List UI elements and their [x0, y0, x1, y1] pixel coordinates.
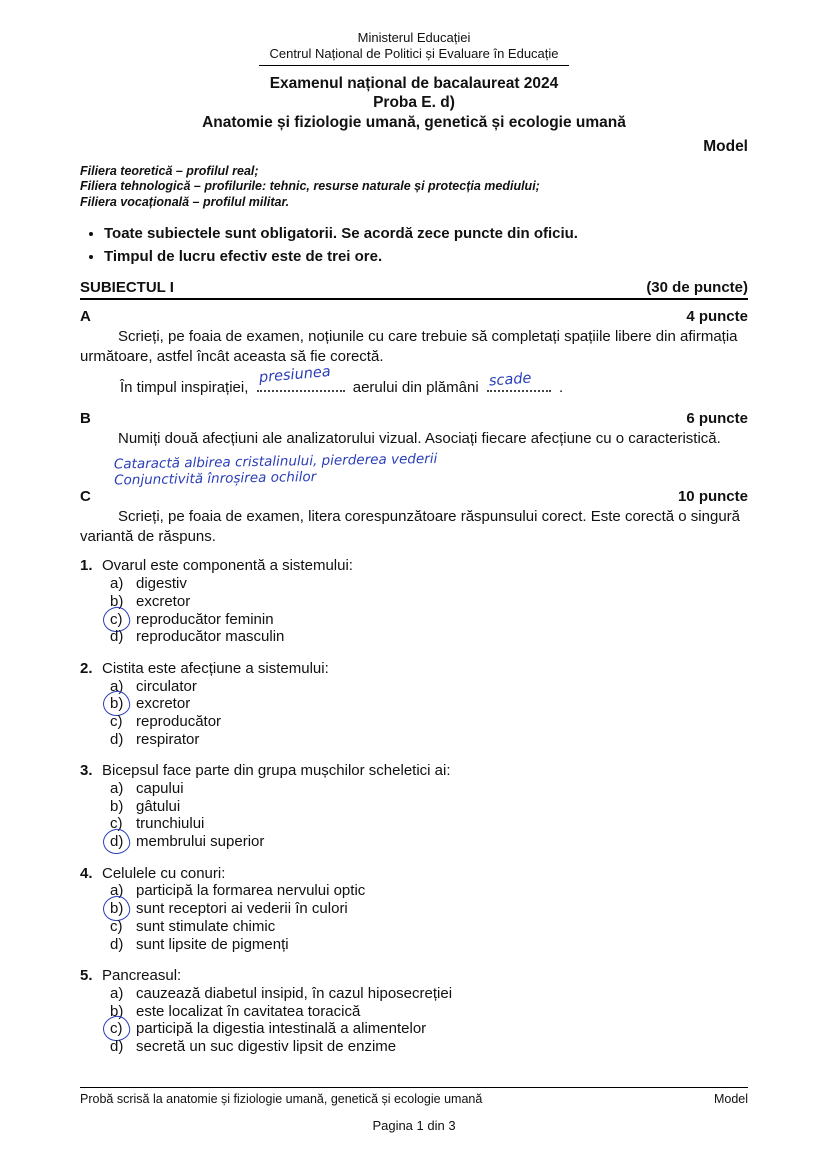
option-text: gâtului: [136, 797, 181, 815]
option-row: [110, 798, 748, 816]
option-letter: d): [110, 628, 124, 646]
sentence-end: .: [559, 379, 564, 397]
option-text: circulator: [136, 677, 197, 695]
sentence-start: În timpul inspirației,: [120, 379, 249, 397]
section-a-text: Scrieți, pe foaia de examen, noțiunile cu care trebuie să completați spațiile libere din afirmația următoare, astfel încât aceasta să fie corectă.: [80, 327, 738, 366]
option-row: [110, 1020, 748, 1038]
option-text: capului: [136, 780, 184, 798]
question-head: [80, 865, 748, 883]
subject-title: SUBIECTUL I: [80, 278, 174, 296]
subject-header: [80, 279, 748, 300]
question-2: [80, 660, 748, 748]
question-4: [80, 865, 748, 953]
option-letter: c): [110, 611, 136, 629]
handwritten-answer-1: presiunea: [257, 363, 331, 386]
option-text: sunt lipsite de pigmenți: [136, 935, 289, 953]
section-a-points: 4 puncte: [686, 307, 748, 325]
option-row: [110, 593, 748, 611]
option-text: trunchiului: [136, 815, 205, 833]
option-text: secretă un suc digestiv lipsit de enzime: [136, 1037, 397, 1055]
question-head: [80, 660, 748, 678]
option-letter: a): [110, 780, 124, 798]
option-letter: d): [110, 1037, 124, 1055]
option-text: excretor: [136, 592, 191, 610]
footer-left-text: Probă scrisă la anatomie și fiziologie umană, genetică și ecologie umană: [80, 1092, 483, 1106]
option-letter: a): [110, 882, 124, 900]
section-c-header: [80, 488, 748, 505]
option-row: [110, 815, 748, 833]
option-letter: b): [110, 797, 124, 815]
question-head: [80, 967, 748, 985]
question-1: [80, 557, 748, 645]
option-row: [110, 678, 748, 696]
option-row: [110, 882, 748, 900]
option-row: [110, 628, 748, 646]
option-letter: b): [110, 592, 124, 610]
option-row: [110, 611, 748, 629]
ministry-name: Ministerul Educației: [357, 30, 471, 45]
blank-2: [487, 370, 551, 392]
model-label: Model: [703, 138, 748, 156]
filiera-line: Filiera teoretică – profilul real;: [80, 164, 259, 179]
page-footer: [80, 1087, 748, 1133]
section-b-label: B: [80, 409, 91, 427]
question-text: Ovarul este componentă a sistemului:: [102, 557, 353, 575]
option-row: [110, 833, 748, 851]
question-text: Celulele cu conuri:: [102, 864, 226, 882]
section-a-header: [80, 308, 748, 325]
option-letter: b): [110, 1002, 124, 1020]
option-row: [110, 713, 748, 731]
question-text: Cistita este afecțiune a sistemului:: [102, 659, 329, 677]
blank-1: [257, 363, 345, 392]
question-number: 2.: [80, 659, 93, 677]
exam-title-block: [80, 74, 748, 133]
question-number: 1.: [80, 557, 93, 575]
option-text: participă la digestia intestinală a alimentelor: [136, 1020, 427, 1038]
option-row: [110, 780, 748, 798]
center-name: Centrul Național de Politici și Evaluare în Educație: [269, 46, 559, 62]
option-letter: b): [110, 695, 136, 713]
filiera-line: Filiera vocațională – profilul militar.: [80, 194, 290, 209]
option-text: reproducător: [136, 712, 222, 730]
option-text: cauzează diabetul insipid, în cazul hiposecreției: [136, 984, 453, 1002]
option-text: respirator: [136, 730, 200, 748]
option-letter: a): [110, 677, 124, 695]
option-letter: c): [110, 917, 123, 935]
option-row: [110, 731, 748, 749]
document-header: [80, 30, 748, 66]
option-row: [110, 575, 748, 593]
question-number: 5.: [80, 967, 93, 985]
handwritten-answer-2: scade: [488, 370, 532, 390]
section-b-points: 6 puncte: [686, 409, 748, 427]
option-letter: d): [110, 935, 124, 953]
footer-row: [80, 1087, 748, 1106]
option-row: [110, 900, 748, 918]
question-5: [80, 967, 748, 1055]
section-a-label: A: [80, 307, 91, 325]
option-text: membrului superior: [136, 833, 265, 851]
instruction-item: • Timpul de lucru efectiv este de trei ore.: [104, 247, 748, 267]
option-text: digestiv: [136, 575, 187, 593]
document-header-inner: [259, 30, 568, 66]
question-number: 4.: [80, 864, 93, 882]
exam-title-line3: Anatomie și fiziologie umană, genetică și ecologie umană: [202, 113, 626, 131]
option-letter: d): [110, 730, 124, 748]
subject-points: (30 de puncte): [646, 278, 748, 296]
question-3: [80, 762, 748, 850]
question-text: Pancreasul:: [102, 967, 182, 985]
option-letter: c): [110, 712, 123, 730]
option-row: [110, 985, 748, 1003]
section-b-text: Numiți două afecțiuni ale analizatorului vizual. Asociați fiecare afecțiune cu o caracteristică.: [118, 429, 721, 447]
filiera-line: Filiera tehnologică – profilurile: tehnic, resurse naturale și protecția mediului;: [80, 179, 540, 194]
option-letter: b): [110, 900, 136, 918]
option-text: sunt stimulate chimic: [136, 917, 276, 935]
sentence-mid: aerului din plămâni: [352, 379, 479, 397]
option-letter: c): [110, 815, 123, 833]
option-letter: c): [110, 1020, 136, 1038]
question-head: [80, 557, 748, 575]
footer-model-label: Model: [713, 1092, 748, 1106]
handwritten-note: Conjunctivită înroșirea ochilor: [114, 469, 317, 490]
option-row: [110, 918, 748, 936]
option-letter: a): [110, 984, 124, 1002]
option-letter: d): [110, 833, 136, 851]
option-row: [110, 1003, 748, 1021]
exam-title-line2: Proba E. d): [373, 94, 455, 112]
questions-list: [80, 557, 748, 1055]
section-b-header: [80, 410, 748, 427]
filiera-block: [80, 164, 748, 210]
instructions-list: [90, 224, 748, 267]
instruction-item: • Toate subiectele sunt obligatorii. Se acordă zece puncte din oficiu.: [104, 224, 748, 244]
handwritten-notes-block: [114, 446, 748, 490]
option-row: [110, 936, 748, 954]
section-c-label: C: [80, 487, 91, 505]
option-text: este localizat în cavitatea toracică: [136, 1002, 361, 1020]
option-text: reproducător masculin: [136, 628, 285, 646]
option-text: participă la formarea nervului optic: [136, 882, 366, 900]
option-row: [110, 1038, 748, 1056]
option-text: sunt receptori ai vederii în culori: [136, 900, 348, 918]
exam-title-line1: Examenul național de bacalaureat 2024: [269, 74, 559, 92]
option-row: [110, 695, 748, 713]
handwritten-note: Cataractă albirea cristalinului, pierderea vederii: [113, 450, 438, 473]
option-text: excretor: [136, 695, 191, 713]
section-c-points: 10 puncte: [677, 487, 748, 505]
section-c-intro: Scrieți, pe foaia de examen, litera corespunzătoare răspunsului corect. Este corectă o singură variantă de răspuns.: [80, 507, 741, 546]
fill-in-sentence: [120, 363, 748, 400]
question-head: [80, 762, 748, 780]
question-number: 3.: [80, 762, 93, 780]
option-letter: a): [110, 575, 124, 593]
page-number: Pagina 1 din 3: [372, 1118, 456, 1133]
option-text: reproducător feminin: [136, 610, 274, 628]
question-text: Bicepsul face parte din grupa mușchilor scheletici ai:: [102, 762, 451, 780]
